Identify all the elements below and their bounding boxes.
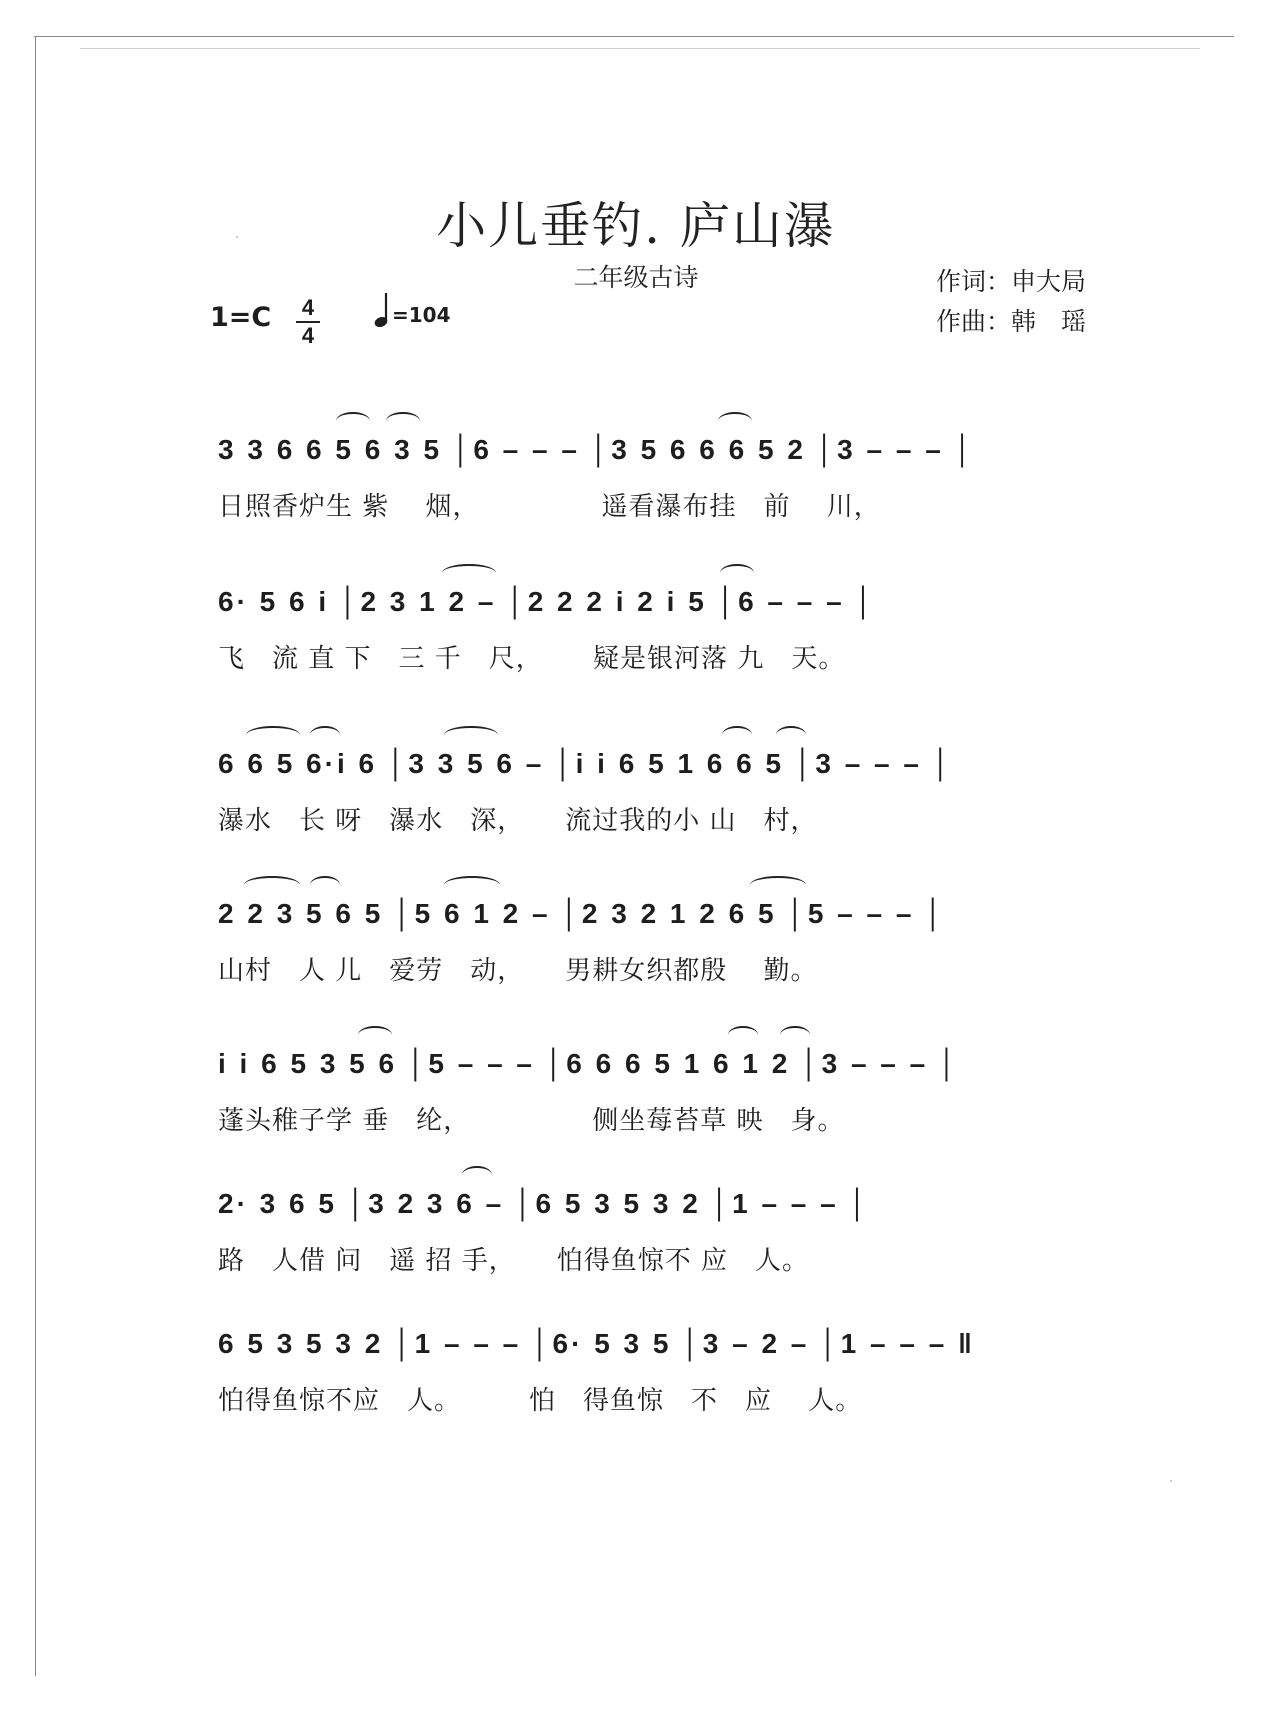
lyrics-line: 日照香炉生 紫 烟， 遥看瀑布挂 前 川， <box>218 492 881 522</box>
quarter-note-icon <box>372 291 394 331</box>
score-line-4 <box>218 868 1218 986</box>
time-denominator: 4 <box>301 323 315 348</box>
time-numerator: 4 <box>301 295 315 320</box>
score-line-3 <box>218 718 1218 836</box>
time-signature <box>296 296 320 348</box>
score-line-2 <box>218 556 1218 674</box>
notation-line: 6· 5 6 i │2 3 1 2 – │2 2 2 i 2 i 5 │6 – – – │ <box>218 586 876 617</box>
page-frame-top-inner <box>80 48 1200 49</box>
lyrics-line: 山村 人 儿 爱劳 动， 男耕女织都殷 勤。 <box>218 956 818 986</box>
tempo-value: =104 <box>392 303 451 327</box>
notation-line: 6 6 5 6·i 6 │3 3 5 6 – │i i 6 5 1 6 6 5 │3 – – – │ <box>218 748 954 779</box>
lyricist-credit: 作词：申大局 <box>936 267 1087 296</box>
scan-speck <box>1170 1480 1172 1482</box>
lyrics-line: 路 人借 问 遥 招 手， 怕得鱼惊不 应 人。 <box>218 1246 810 1276</box>
notation-line: 3 3 6 6 5 6 3 5 │6 – – – │3 5 6 6 6 5 2 │3 – – – │ <box>218 434 976 465</box>
notation-line: 2 2 3 5 6 5 │5 6 1 2 – │2 3 2 1 2 6 5 │5 – – – │ <box>218 898 946 929</box>
score-line-7 <box>218 1298 1218 1416</box>
score-line-5 <box>218 1018 1218 1136</box>
song-subtitle: 二年级古诗 <box>573 263 699 292</box>
lyrics-line: 瀑水 长 呀 瀑水 深， 流过我的小 山 村， <box>218 806 818 836</box>
notation-line: 2· 3 6 5 │3 2 3 6 – │6 5 3 5 3 2 │1 – – – │ <box>218 1188 871 1219</box>
score-line-1 <box>218 404 1218 522</box>
notation-line: 6 5 3 5 3 2 │1 – – – │6· 5 3 5 │3 – 2 – │1 – – – ‖ <box>218 1328 975 1359</box>
key-signature <box>210 302 271 333</box>
notation-line: i i 6 5 3 5 6 │5 – – – │6 6 6 5 1 6 1 2 │3 – – – │ <box>218 1048 960 1079</box>
page-frame-top <box>34 36 1234 37</box>
score-line-6 <box>218 1158 1218 1276</box>
composer-credit: 作曲：韩 瑶 <box>936 307 1087 336</box>
lyrics-line: 蓬头稚子学 垂 纶， 侧坐莓苔草 映 身。 <box>218 1106 845 1136</box>
lyrics-line: 怕得鱼惊不应 人。 怕 得鱼惊 不 应 人。 <box>218 1386 863 1416</box>
lyrics-line: 飞 流 直 下 三 千 尺， 疑是银河落 九 天。 <box>218 644 846 674</box>
song-title: 小儿垂钓. 庐山瀑 <box>436 197 836 255</box>
key-label: 1=C <box>210 302 272 333</box>
